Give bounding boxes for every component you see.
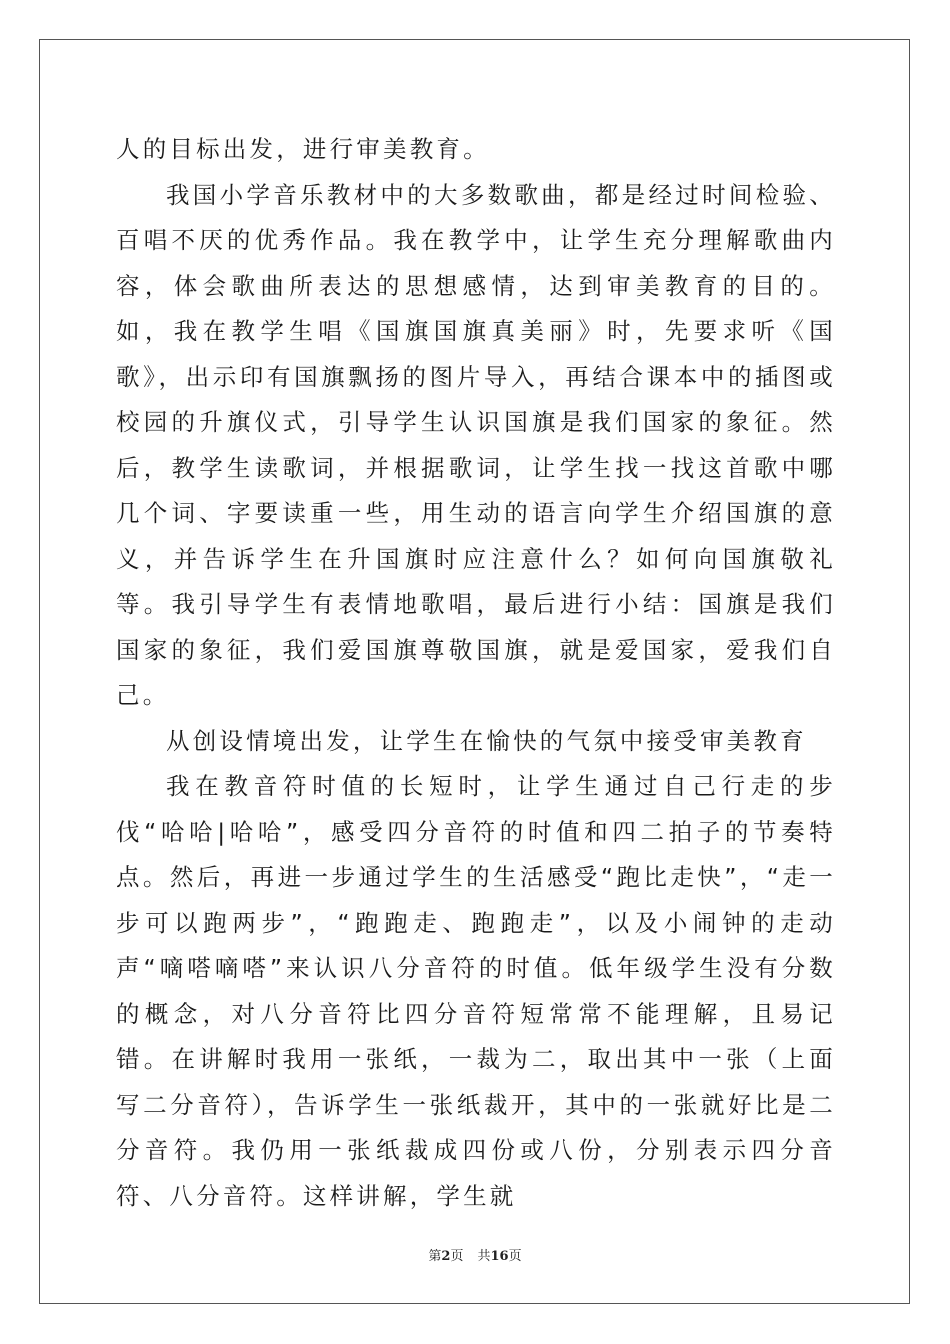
paragraph-1: 人的目标出发，进行审美教育。 (116, 135, 490, 163)
page-current: 2 (441, 1249, 451, 1264)
total-prefix: 共 (477, 1249, 491, 1264)
page-prefix: 第 (428, 1249, 442, 1264)
page-footer (0, 1245, 950, 1264)
page-total: 16 (490, 1249, 509, 1264)
page-unit: 页 (450, 1249, 464, 1264)
total-unit: 页 (508, 1249, 522, 1264)
document-body (116, 127, 836, 1219)
paragraph-2: 我国小学音乐教材中的大多数歌曲，都是经过时间检验、百唱不厌的优秀作品。我在教学中，让学生充分理解歌曲内容，体会歌曲所表达的思想感情，达到审美教育的目的。如，我在教学生唱《国旗国旗真美丽》时，先要求听《国歌》，出示印有国旗飘扬的图片导入，再结合课本中的插图或校园的升旗仪式，引导学生认识国旗是我们国家的象征。然后，教学生读歌词，并根据歌词，让学生找一找这首歌中哪几个词、字要读重一些，用生动的语言向学生介绍国旗的意义，并告诉学生在升国旗时应注意什么？如何向国旗敬礼等。我引导学生有表情地歌唱，最后进行小结：国旗是我们国家的象征，我们爱国旗尊敬国旗，就是爱国家，爱我们自己。 (116, 180, 836, 709)
paragraph-3-heading: 从创设情境出发，让学生在愉快的气氛中接受审美教育 (166, 726, 807, 755)
paragraph-4: 我在教音符时值的长短时，让学生通过自己行走的步伐“哈哈|哈哈”，感受四分音符的时值和四二拍子的节奏特点。然后，再进一步通过学生的生活感受“跑比走快”，“走一步可以跑两步”，“跑跑走、跑跑走”，以及小闹钟的走动声“嘀嗒嘀嗒”来认识八分音符的时值。低年级学生没有分数的概念，对八分音符比四分音符短常常不能理解，且易记错。在讲解时我用一张纸，一裁为二，取出其中一张（上面写二分音符），告诉学生一张纸裁开，其中的一张就好比是二分音符。我仍用一张纸裁成四份或八份，分别表示四分音符、八分音符。这样讲解，学生就 (116, 772, 836, 1210)
